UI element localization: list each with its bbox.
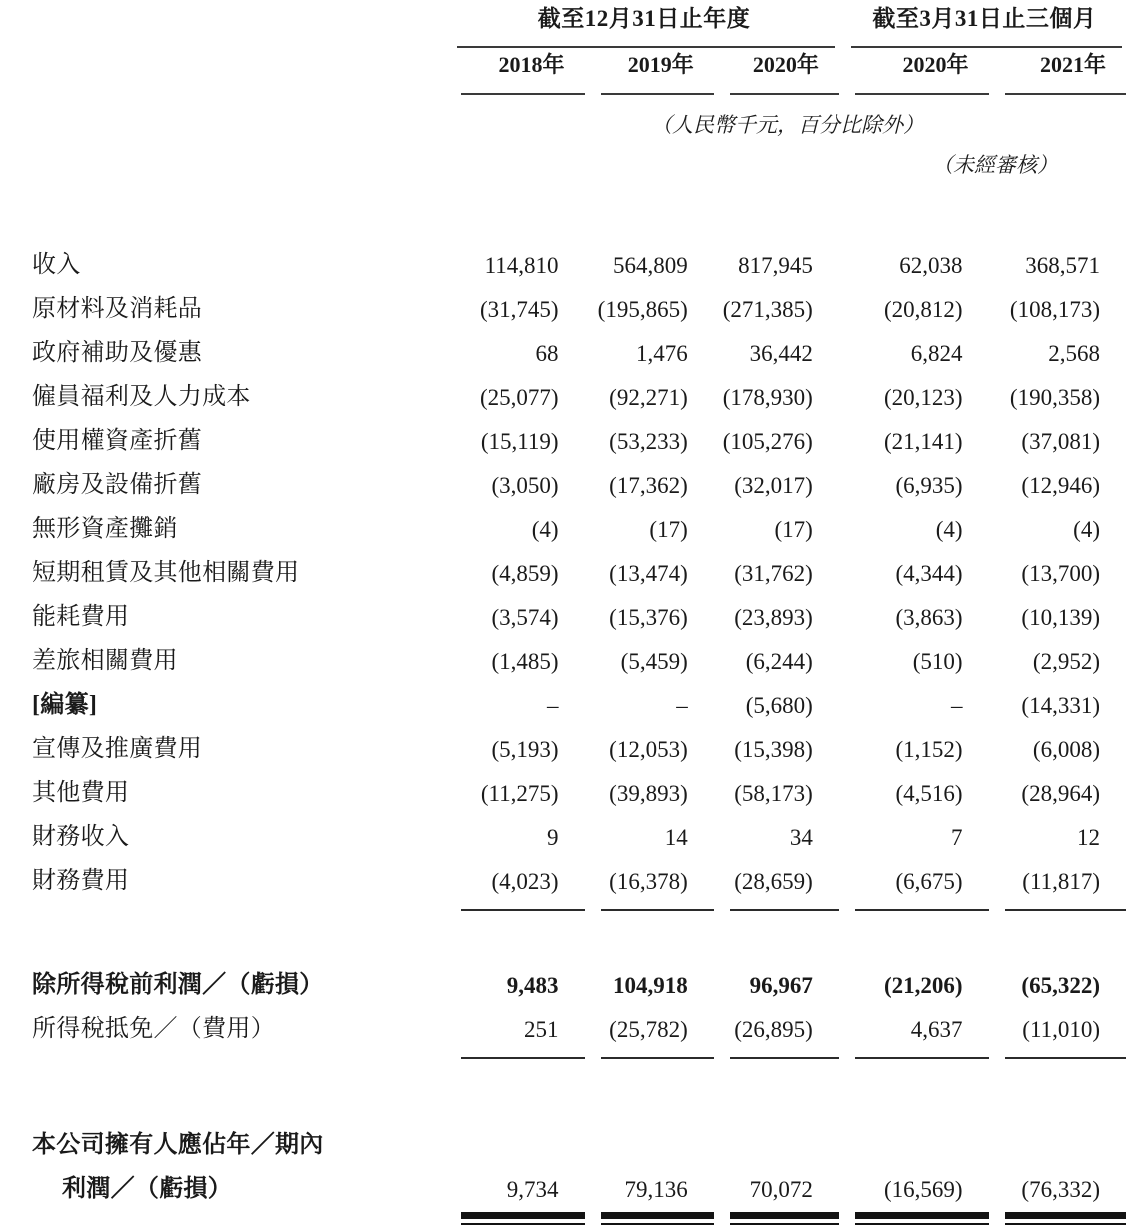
row-value: (190,358)	[1009, 385, 1100, 410]
unaudited-note: （未經審核）	[932, 153, 1058, 177]
row-label: 能耗費用	[32, 604, 130, 630]
row-value: (1,485)	[491, 649, 559, 674]
row-value: 36,442	[749, 341, 813, 366]
row-value: (5,193)	[491, 737, 559, 762]
row-value: (2,952)	[1032, 649, 1100, 674]
column-header-2020-quarter: 2020年	[902, 52, 969, 77]
row-value: (13,474)	[609, 561, 688, 586]
grand-total-double-rule	[447, 1203, 586, 1225]
audit-note-spacer	[0, 139, 447, 179]
header-group-rule-row	[0, 38, 1128, 48]
unit-note-spacer	[0, 95, 447, 139]
row-label: 短期租賃及其他相關費用	[32, 560, 300, 586]
total-rule	[587, 1043, 716, 1059]
year-row-spacer	[0, 48, 447, 83]
total-rule-row	[0, 1043, 1128, 1059]
table-row-total	[0, 1159, 1128, 1203]
row-label: [編纂]	[32, 692, 98, 718]
total-gap	[0, 1059, 1128, 1115]
row-label: 其他費用	[32, 780, 130, 806]
row-value: 62,038	[899, 253, 963, 278]
row-value: 68	[535, 341, 559, 366]
row-label: 財務收入	[32, 824, 130, 850]
year-rule-spacer	[0, 83, 447, 95]
grand-total-rule-row	[0, 1203, 1128, 1225]
row-value: (5,459)	[620, 649, 688, 674]
rule-spacer	[0, 895, 447, 911]
group-rule-quarter	[841, 38, 1128, 48]
row-value: (31,745)	[479, 297, 559, 322]
total-label-line1: 本公司擁有人應佔年／期內	[32, 1132, 324, 1158]
row-value: (1,152)	[895, 737, 963, 762]
row-value: (4,023)	[491, 869, 559, 894]
subtotal-rule	[991, 895, 1128, 911]
row-value: 9	[547, 825, 559, 850]
row-value: (178,930)	[722, 385, 813, 410]
row-value: 7	[951, 825, 963, 850]
row-value: (12,053)	[609, 737, 688, 762]
row-value: (510)	[912, 649, 963, 674]
row-value: 2,568	[1048, 341, 1100, 366]
table-row-income-tax	[0, 999, 1128, 1043]
row-value: (20,812)	[883, 297, 963, 322]
row-value: (26,895)	[734, 1017, 813, 1042]
row-value: (3,050)	[491, 473, 559, 498]
column-header-2021-quarter: 2021年	[1039, 52, 1106, 77]
row-value: (3,863)	[895, 605, 963, 630]
row-value: 12	[1077, 825, 1100, 850]
column-header-2020-annual: 2020年	[752, 52, 819, 77]
header-year-row	[0, 48, 1128, 83]
audit-note-row	[0, 139, 1128, 179]
row-value: (28,659)	[734, 869, 813, 894]
row-value: (16,378)	[609, 869, 688, 894]
total-value: 9,734	[506, 1177, 559, 1202]
row-value: (13,700)	[1021, 561, 1100, 586]
row-value: (10,139)	[1021, 605, 1100, 630]
year-rule-2020-quarter	[841, 83, 991, 95]
row-value: (6,675)	[895, 869, 963, 894]
header-body-gap	[0, 179, 1128, 235]
row-value: (21,206)	[883, 973, 963, 998]
header-year-rule-row	[0, 83, 1128, 95]
row-value: 251	[524, 1017, 559, 1042]
row-value: (17)	[774, 517, 813, 542]
unit-note-row	[0, 95, 1128, 139]
row-value: (3,574)	[491, 605, 559, 630]
year-rule-2019	[587, 83, 716, 95]
row-value: (21,141)	[883, 429, 963, 454]
table-row-profit-before-tax	[0, 955, 1128, 999]
row-value: (17)	[649, 517, 688, 542]
row-value: (271,385)	[722, 297, 813, 322]
currency-unit-note: （人民幣千元，百分比除外）	[651, 113, 925, 137]
row-value: –	[951, 693, 963, 718]
table-row	[0, 411, 1128, 455]
table-row	[0, 719, 1128, 763]
subtotal-rule	[841, 895, 991, 911]
table-row	[0, 235, 1128, 279]
row-value: 564,809	[612, 253, 688, 278]
row-value: (65,322)	[1021, 973, 1100, 998]
row-value: (23,893)	[734, 605, 813, 630]
row-value: (15,398)	[734, 737, 813, 762]
subtotal-gap	[0, 911, 1128, 955]
year-rule-2020-annual	[716, 83, 841, 95]
subtotal-rule	[447, 895, 586, 911]
row-value: 368,571	[1025, 253, 1100, 278]
row-value: (11,817)	[1022, 869, 1100, 894]
year-rule-2021-quarter	[991, 83, 1128, 95]
rule-spacer	[0, 1043, 447, 1059]
row-value: (15,376)	[609, 605, 688, 630]
row-label: 差旅相關費用	[32, 648, 178, 674]
row-value: (4)	[935, 517, 963, 542]
row-value: (11,275)	[480, 781, 559, 806]
table-row	[0, 279, 1128, 323]
subtotal-rule-row	[0, 895, 1128, 911]
row-label: 財務費用	[32, 868, 130, 894]
row-value: (105,276)	[722, 429, 813, 454]
row-value: (108,173)	[1009, 297, 1100, 322]
row-label: 除所得稅前利潤／（虧損）	[32, 972, 324, 998]
total-value: (16,569)	[883, 1177, 963, 1202]
row-value: 96,967	[749, 973, 813, 998]
row-value: (53,233)	[609, 429, 688, 454]
grand-total-double-rule	[841, 1203, 991, 1225]
row-value: (25,782)	[609, 1017, 688, 1042]
row-value: (12,946)	[1021, 473, 1100, 498]
row-value: 9,483	[506, 973, 559, 998]
total-label-line2: 利潤／（虧損）	[62, 1176, 233, 1202]
row-value: (15,119)	[480, 429, 559, 454]
row-value: (6,244)	[745, 649, 813, 674]
row-value: 34	[789, 825, 813, 850]
table-row	[0, 851, 1128, 895]
grand-total-double-rule	[716, 1203, 841, 1225]
row-value: (6,935)	[895, 473, 963, 498]
header-group-row	[0, 0, 1128, 38]
total-value: 79,136	[624, 1177, 688, 1202]
group-header-quarter: 截至3月31日止三個月	[872, 6, 1097, 31]
row-value: –	[676, 693, 688, 718]
rule-spacer-label	[0, 38, 447, 48]
rule-spacer	[0, 1203, 447, 1225]
column-header-2019: 2019年	[627, 52, 694, 77]
table-row	[0, 543, 1128, 587]
row-value: (20,123)	[883, 385, 963, 410]
row-value: 104,918	[612, 973, 688, 998]
row-value: (4)	[1073, 517, 1100, 542]
grand-total-double-rule	[587, 1203, 716, 1225]
table-row-total-label	[0, 1115, 1128, 1159]
row-label: 原材料及消耗品	[32, 296, 203, 322]
subtotal-rule	[587, 895, 716, 911]
row-label: 所得稅抵免／（費用）	[32, 1016, 275, 1042]
total-label-spacer	[447, 1115, 1128, 1159]
total-rule	[991, 1043, 1128, 1059]
row-value: (25,077)	[479, 385, 559, 410]
group-header-annual: 截至12月31日止年度	[537, 6, 751, 31]
row-value: (4)	[531, 517, 559, 542]
row-value: (92,271)	[609, 385, 688, 410]
row-value: (4,516)	[895, 781, 963, 806]
table-row	[0, 807, 1128, 851]
row-value: (28,964)	[1021, 781, 1100, 806]
row-value: 817,945	[738, 253, 813, 278]
row-value: (39,893)	[609, 781, 688, 806]
row-value: (32,017)	[734, 473, 813, 498]
year-rule-2018	[447, 83, 586, 95]
row-value: (31,762)	[734, 561, 813, 586]
total-value: 70,072	[749, 1177, 813, 1202]
row-value: (37,081)	[1021, 429, 1100, 454]
row-label: 使用權資產折舊	[32, 428, 203, 454]
total-rule	[841, 1043, 991, 1059]
row-label: 政府補助及優惠	[32, 340, 203, 366]
row-value: (4,344)	[895, 561, 963, 586]
table-row	[0, 499, 1128, 543]
row-value: (6,008)	[1032, 737, 1100, 762]
row-label: 廠房及設備折舊	[32, 472, 203, 498]
table-row	[0, 367, 1128, 411]
row-value: 114,810	[484, 253, 559, 278]
total-rule	[447, 1043, 586, 1059]
row-value: 14	[664, 825, 688, 850]
row-value: (58,173)	[734, 781, 813, 806]
row-value: –	[547, 693, 559, 718]
row-value: (195,865)	[597, 297, 688, 322]
group-rule-annual	[447, 38, 841, 48]
row-value: 4,637	[910, 1017, 963, 1042]
total-rule	[716, 1043, 841, 1059]
subtotal-rule	[716, 895, 841, 911]
row-label: 無形資產攤銷	[32, 516, 178, 542]
table-row	[0, 323, 1128, 367]
row-value: (11,010)	[1022, 1017, 1100, 1042]
column-header-2018: 2018年	[498, 52, 565, 77]
grand-total-double-rule	[991, 1203, 1128, 1225]
row-value: (17,362)	[609, 473, 688, 498]
table-row	[0, 631, 1128, 675]
table-row-redacted	[0, 675, 1128, 719]
row-label: 僱員福利及人力成本	[32, 384, 251, 410]
row-label: 收入	[32, 252, 81, 278]
row-value: (14,331)	[1021, 693, 1100, 718]
table-row	[0, 455, 1128, 499]
table-row	[0, 763, 1128, 807]
row-value: 6,824	[910, 341, 963, 366]
row-value: (4,859)	[491, 561, 559, 586]
row-value: (5,680)	[745, 693, 813, 718]
row-label: 宣傳及推廣費用	[32, 736, 203, 762]
total-value: (76,332)	[1021, 1177, 1100, 1202]
header-corner-spacer	[0, 0, 447, 38]
row-value: 1,476	[635, 341, 688, 366]
table-row	[0, 587, 1128, 631]
